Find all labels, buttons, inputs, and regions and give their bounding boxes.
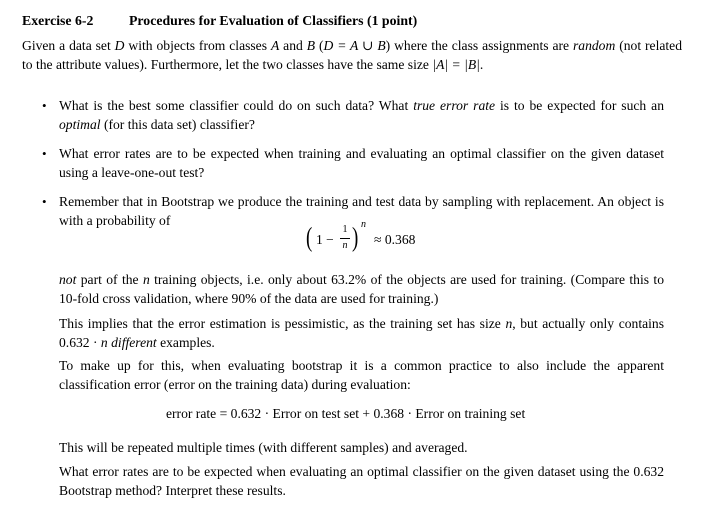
intro-text: ) where the class assignments are [385,38,573,53]
paragraph-not-part [59,271,664,308]
formula-one: 1 [316,232,323,247]
bullet-marker: • [42,98,47,113]
emph-true-error-rate: true error rate [413,98,496,113]
math-D: D [114,38,125,53]
bullet-marker: • [42,146,47,161]
math-n: n [142,272,150,287]
intro-text: ( [315,38,324,53]
paragraph-text: part of the [76,272,143,287]
exercise-title: Procedures for Evaluation of Classifiers (1 point) [129,13,418,28]
math-size-equality: |A| = |B| [432,56,480,72]
intro-text: and [279,38,307,53]
formula-approx-value: ≈ 0.368 [374,232,416,247]
paragraph-text: , but actually only contains [512,316,664,331]
question-text: What is the best some classifier could do on such data? What [59,98,414,113]
math-expression: 0.632 · [59,334,101,350]
math-set-definition: D = A ∪ B [323,38,386,53]
emph-different: different [111,334,157,350]
formula-frac-denominator: n [342,240,348,251]
intro-paragraph [22,37,682,74]
intro-text: . [479,56,484,72]
probability-formula [306,219,446,255]
formula-exponent: n [361,219,366,230]
error-rate-equation: error rate = 0.632 · Error on test set + 0.368 · Error on training set [166,406,526,421]
formula-frac-bar [340,238,350,239]
paragraph-final-question: What error rates are to be expected when evaluating an optimal classifier on the given dataset using the 0.632 Bootstrap method? Interpret these results. [59,464,664,498]
bullet-bootstrap-intro: Remember that in Bootstrap we produce the training and test data by sampling with replacement. An object is with a probability of [59,194,664,228]
exercise-header [22,12,417,31]
emph-optimal: optimal [59,116,101,132]
exercise-number: Exercise 6-2 [22,13,94,28]
intro-text: (not related to the attribute values). Furthermore, let the two classes have the same size [22,38,682,72]
intro-text: Given a data set [22,38,115,53]
formula-frac-numerator: 1 [342,224,348,235]
formula-paren-left: ( [306,222,313,252]
bullet-marker: • [42,194,47,209]
math-A: A [270,38,280,53]
paragraph-text: This implies that the error estimation is pessimistic, as the training set has size [59,316,506,331]
paragraph-pessimistic [59,315,664,352]
bullet-question-2: What error rates are to be expected when training and evaluating an optimal classifier on the given dataset using a leave-one-out test? [59,146,664,180]
intro-text: with objects from classes [124,38,271,53]
math-n: n [100,334,108,350]
formula-paren-right: ) [352,222,359,252]
paragraph-make-up: To make up for this, when evaluating bootstrap it is a common practice to also include the apparent classification error (error on the training data) during evaluation: [59,358,664,392]
emph-random: random [572,38,616,53]
emph-not: not [59,272,77,287]
math-n: n [505,316,513,331]
formula-minus: − [326,232,334,247]
math-B: B [306,38,316,53]
question-text: is to be expected for such an [495,98,664,113]
question-text: (for this data set) classifier? [100,116,255,132]
paragraph-text: examples. [156,334,215,350]
bullet-question-1 [59,97,664,134]
paragraph-repeated: This will be repeated multiple times (with different samples) and averaged. [59,440,468,455]
paragraph-text: training objects, i.e. only about 63.2% of the objects are used for training. (Compare this to 10-fold cross validation, where 90% of the data are used for training.) [59,272,664,306]
